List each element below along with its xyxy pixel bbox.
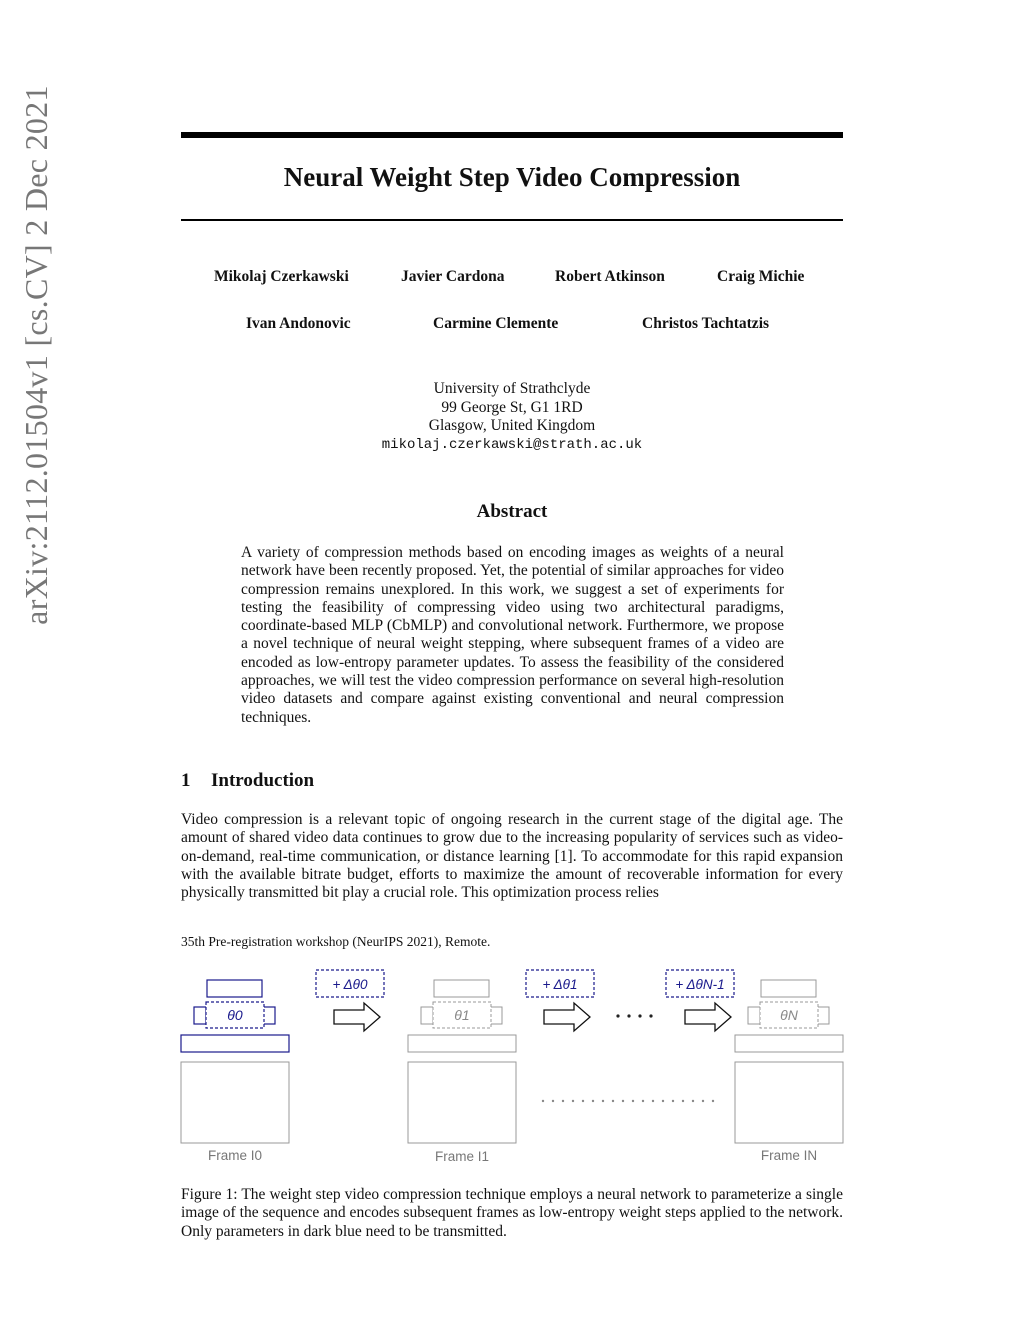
street-address: 99 George St, G1 1RD [441,398,583,416]
author-name: Christos Tachtatzis [642,315,770,332]
figure-caption: Figure 1: The weight step video compression technique employs a neural network to parameterize a single image of the sequence and encodes subsequent frames as low-entropy weight steps applied to the network. Only parameters in dark blue need to be transmitted. [181,1186,843,1240]
author-name: Mikolaj Czerkawski [214,268,349,285]
network-layer [434,980,489,997]
author-name: Carmine Clemente [433,315,559,332]
section-number: 1 [181,770,191,791]
abstract-text: A variety of compression methods based on encoding images as weights of a neural network have been recently proposed. Yet, the potential of similar approaches for video compression remains unexplored. In this work, we suggest a set of experiments for testing the feasibility of compressing video using two architectural paradigms, coordinate-based MLP (CbMLP) and convolutional network. Furthermore, we propose a novel technique of neural weight stepping, where subsequent frames of a video are encoded as low-entropy parameter updates. To assess the feasibility of the considered approaches, we will test the video compression performance on several high-resolution video datasets and compare against existing conventional and neural compression techniques. [241,544,784,726]
author-name: Craig Michie [717,268,805,285]
arrow-icon [685,1003,731,1031]
delta-theta-n-1-label: + ΔθN-1 [675,977,725,992]
title-bottom-rule [181,219,843,221]
theta-0-label: θ0 [227,1007,243,1023]
continuation-dots-icon [542,1100,714,1102]
footnote: 35th Pre-registration workshop (NeurIPS 2021), Remote. [181,934,491,949]
delta-theta-1-label: + Δθ1 [542,977,578,992]
title-top-rule [181,132,843,138]
network-layer [408,1035,516,1052]
network-layer [263,1007,275,1024]
email-address: mikolaj.czerkawski@strath.ac.uk [381,436,643,453]
city-country: Glasgow, United Kingdom [428,417,596,434]
abstract-heading: Abstract [476,501,548,522]
arrow-icon [334,1003,380,1031]
weight-step-figure [170,960,860,1180]
network-layer [735,1035,843,1052]
network-layer [421,1007,433,1024]
theta-n-label: θN [780,1007,798,1023]
author-name: Javier Cardona [401,268,505,285]
arrow-icon [544,1003,590,1031]
network-layer [207,980,262,997]
arxiv-identifier: arXiv:2112.01504v1 [cs.CV] 2 Dec 2021 [18,85,54,625]
frame-n-label: Frame IN [760,1148,818,1163]
theta-1-label: θ1 [454,1007,470,1023]
paper-title: Neural Weight Step Video Compression [283,162,741,192]
author-name: Robert Atkinson [555,268,665,285]
network-layer [181,1035,289,1052]
frame-1-label: Frame I1 [434,1149,490,1164]
section-title: Introduction [211,770,315,791]
network-layer [490,1007,502,1024]
network-layer [761,980,816,997]
introduction-text: Video compression is a relevant topic of ongoing research in the current stage of the digital age. The amount of shared video data continues to grow due to the increasing popularity of services such as video-on-demand, real-time communication, or distance learning [1]. To accommodate for this rapid expansion with the available bitrate budget, efforts to maximize the amount of recoverable information for every physically transmitted bit play a crucial role. This optimization process relies [181,811,843,902]
ellipsis-icon [616,1014,652,1017]
network-layer [748,1007,760,1024]
frame-1-image [408,1062,516,1143]
frame-0-image [181,1062,289,1143]
section-heading [181,770,314,792]
author-name: Ivan Andonovic [246,315,351,332]
network-layer [194,1007,206,1024]
institution: University of Strathclyde [433,380,591,397]
delta-theta-0-label: + Δθ0 [332,977,368,992]
frame-0-label: Frame I0 [207,1148,263,1163]
affiliation-block [181,380,843,454]
frame-n-image [735,1062,843,1143]
network-layer [817,1007,829,1024]
